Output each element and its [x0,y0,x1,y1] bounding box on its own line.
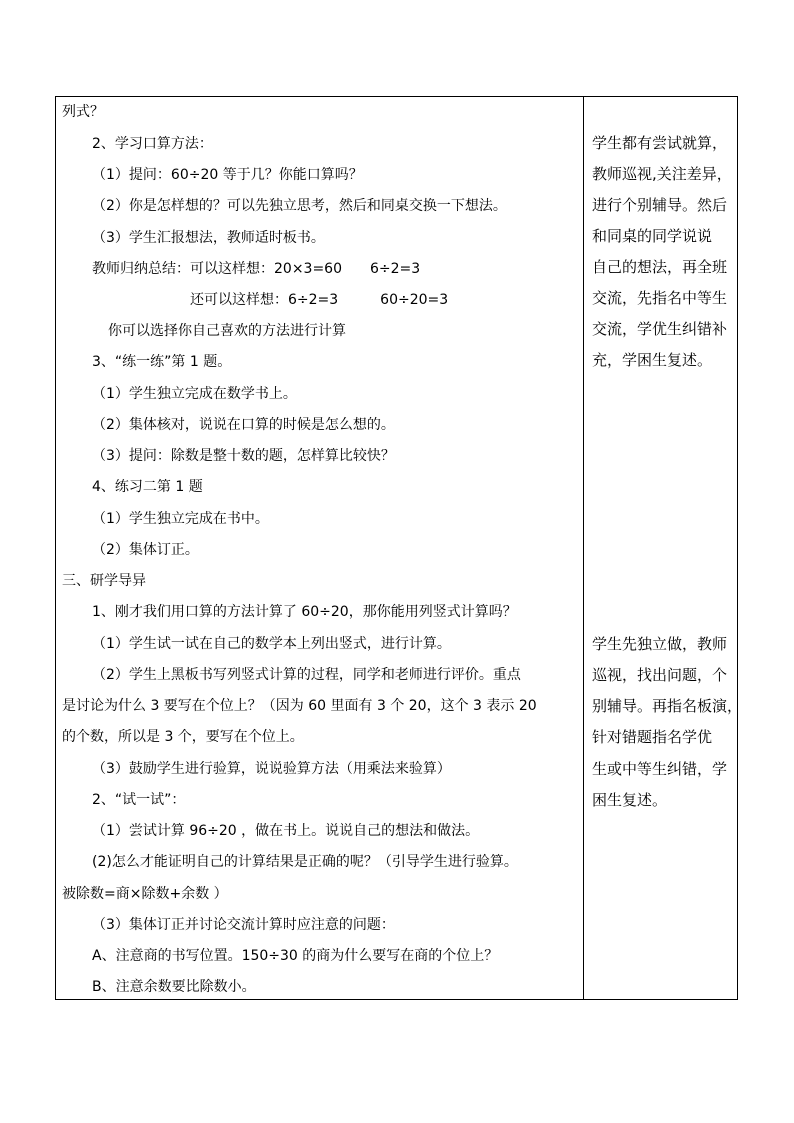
text-line: （2）集体核对，说说在口算的时候是怎么想的。 [92,417,395,433]
text-line: （3）集体订正并讨论交流计算时应注意的问题： [92,917,395,933]
note-line: 教师巡视,关注差异， [592,165,732,183]
text-line: （1）学生独立完成在数学书上。 [92,386,297,402]
note-line: 针对错题指名学优 [592,728,713,746]
text-line: 2、学习口算方法： [92,136,213,152]
text-line: （2）集体订正。 [92,542,199,558]
text-line: 还可以这样想：6÷2=3 60÷20=3 [190,292,449,308]
text-line: 被除数=商×除数+余数 ） [62,886,228,902]
text-line: 列式？ [62,104,104,120]
note-line: 交流，先指名中等生 [592,289,728,307]
note-line: 学生都有尝试就算， [592,134,728,152]
text-line: 1、刚才我们用口算的方法计算了 60÷20，那你能用列竖式计算吗？ [92,604,517,620]
text-line: 4、练习二第 1 题 [92,479,203,495]
note-line: 巡视，找出问题，个 [592,666,728,684]
teaching-process-column [56,97,583,999]
text-line: A、注意商的书写位置。150÷30 的商为什么要写在商的个位上？ [92,948,499,964]
text-line: （1）学生独立完成在书中。 [92,511,269,527]
note-line: 和同桌的同学说说 [592,227,713,245]
note-line: 进行个别辅导。然后 [592,196,728,214]
text-line: （3）提问：除数是整十数的题，怎样算比较快？ [92,448,395,464]
text-line: B、注意余数要比除数小。 [92,979,256,995]
text-line: 教师归纳总结：可以这样想：20×3=60 6÷2=3 [92,261,421,277]
note-line: 自己的想法，再全班 [592,258,728,276]
design-notes-column [584,97,743,999]
text-line: （2）你是怎样想的？可以先独立思考，然后和同桌交换一下想法。 [92,198,507,214]
text-line: （3）鼓励学生进行验算，说说验算方法（用乘法来验算） [92,761,451,777]
text-line: 2、“试一试”： [92,792,186,808]
text-line: 你可以选择你自己喜欢的方法进行计算 [108,323,346,339]
text-line: （2）学生上黑板书写列竖式计算的过程，同学和老师进行评价。重点 [92,667,521,683]
text-line: (2)怎么才能证明自己的计算结果是正确的呢？（引导学生进行验算。 [92,854,518,870]
note-line: 困生复述。 [592,791,668,809]
note-line: 生或中等生纠错，学 [592,760,728,778]
text-line: （1）尝试计算 96÷20 ，做在书上。说说自己的想法和做法。 [92,823,480,839]
note-line: 充，学困生复述。 [592,351,713,369]
lesson-plan-table [55,96,743,1000]
text-line: 的个数，所以是 3 个，要写在个位上。 [62,729,304,745]
text-line: 是讨论为什么 3 要写在个位上？（因为 60 里面有 3 个 20，这个 3 表示 20 [62,698,537,714]
note-line: 交流，学优生纠错补 [592,320,728,338]
text-line: （1）学生试一试在自己的数学本上列出竖式，进行计算。 [92,636,451,652]
note-line: 别辅导。再指名板演， [592,697,743,715]
text-line: 3、“练一练”第 1 题。 [92,354,232,370]
text-line: （1）提问：60÷20 等于几？你能口算吗？ [92,167,363,183]
text-line: （3）学生汇报想法，教师适时板书。 [92,230,325,246]
section-heading: 三、研学导异 [62,573,146,589]
note-line: 学生先独立做，教师 [592,635,728,653]
